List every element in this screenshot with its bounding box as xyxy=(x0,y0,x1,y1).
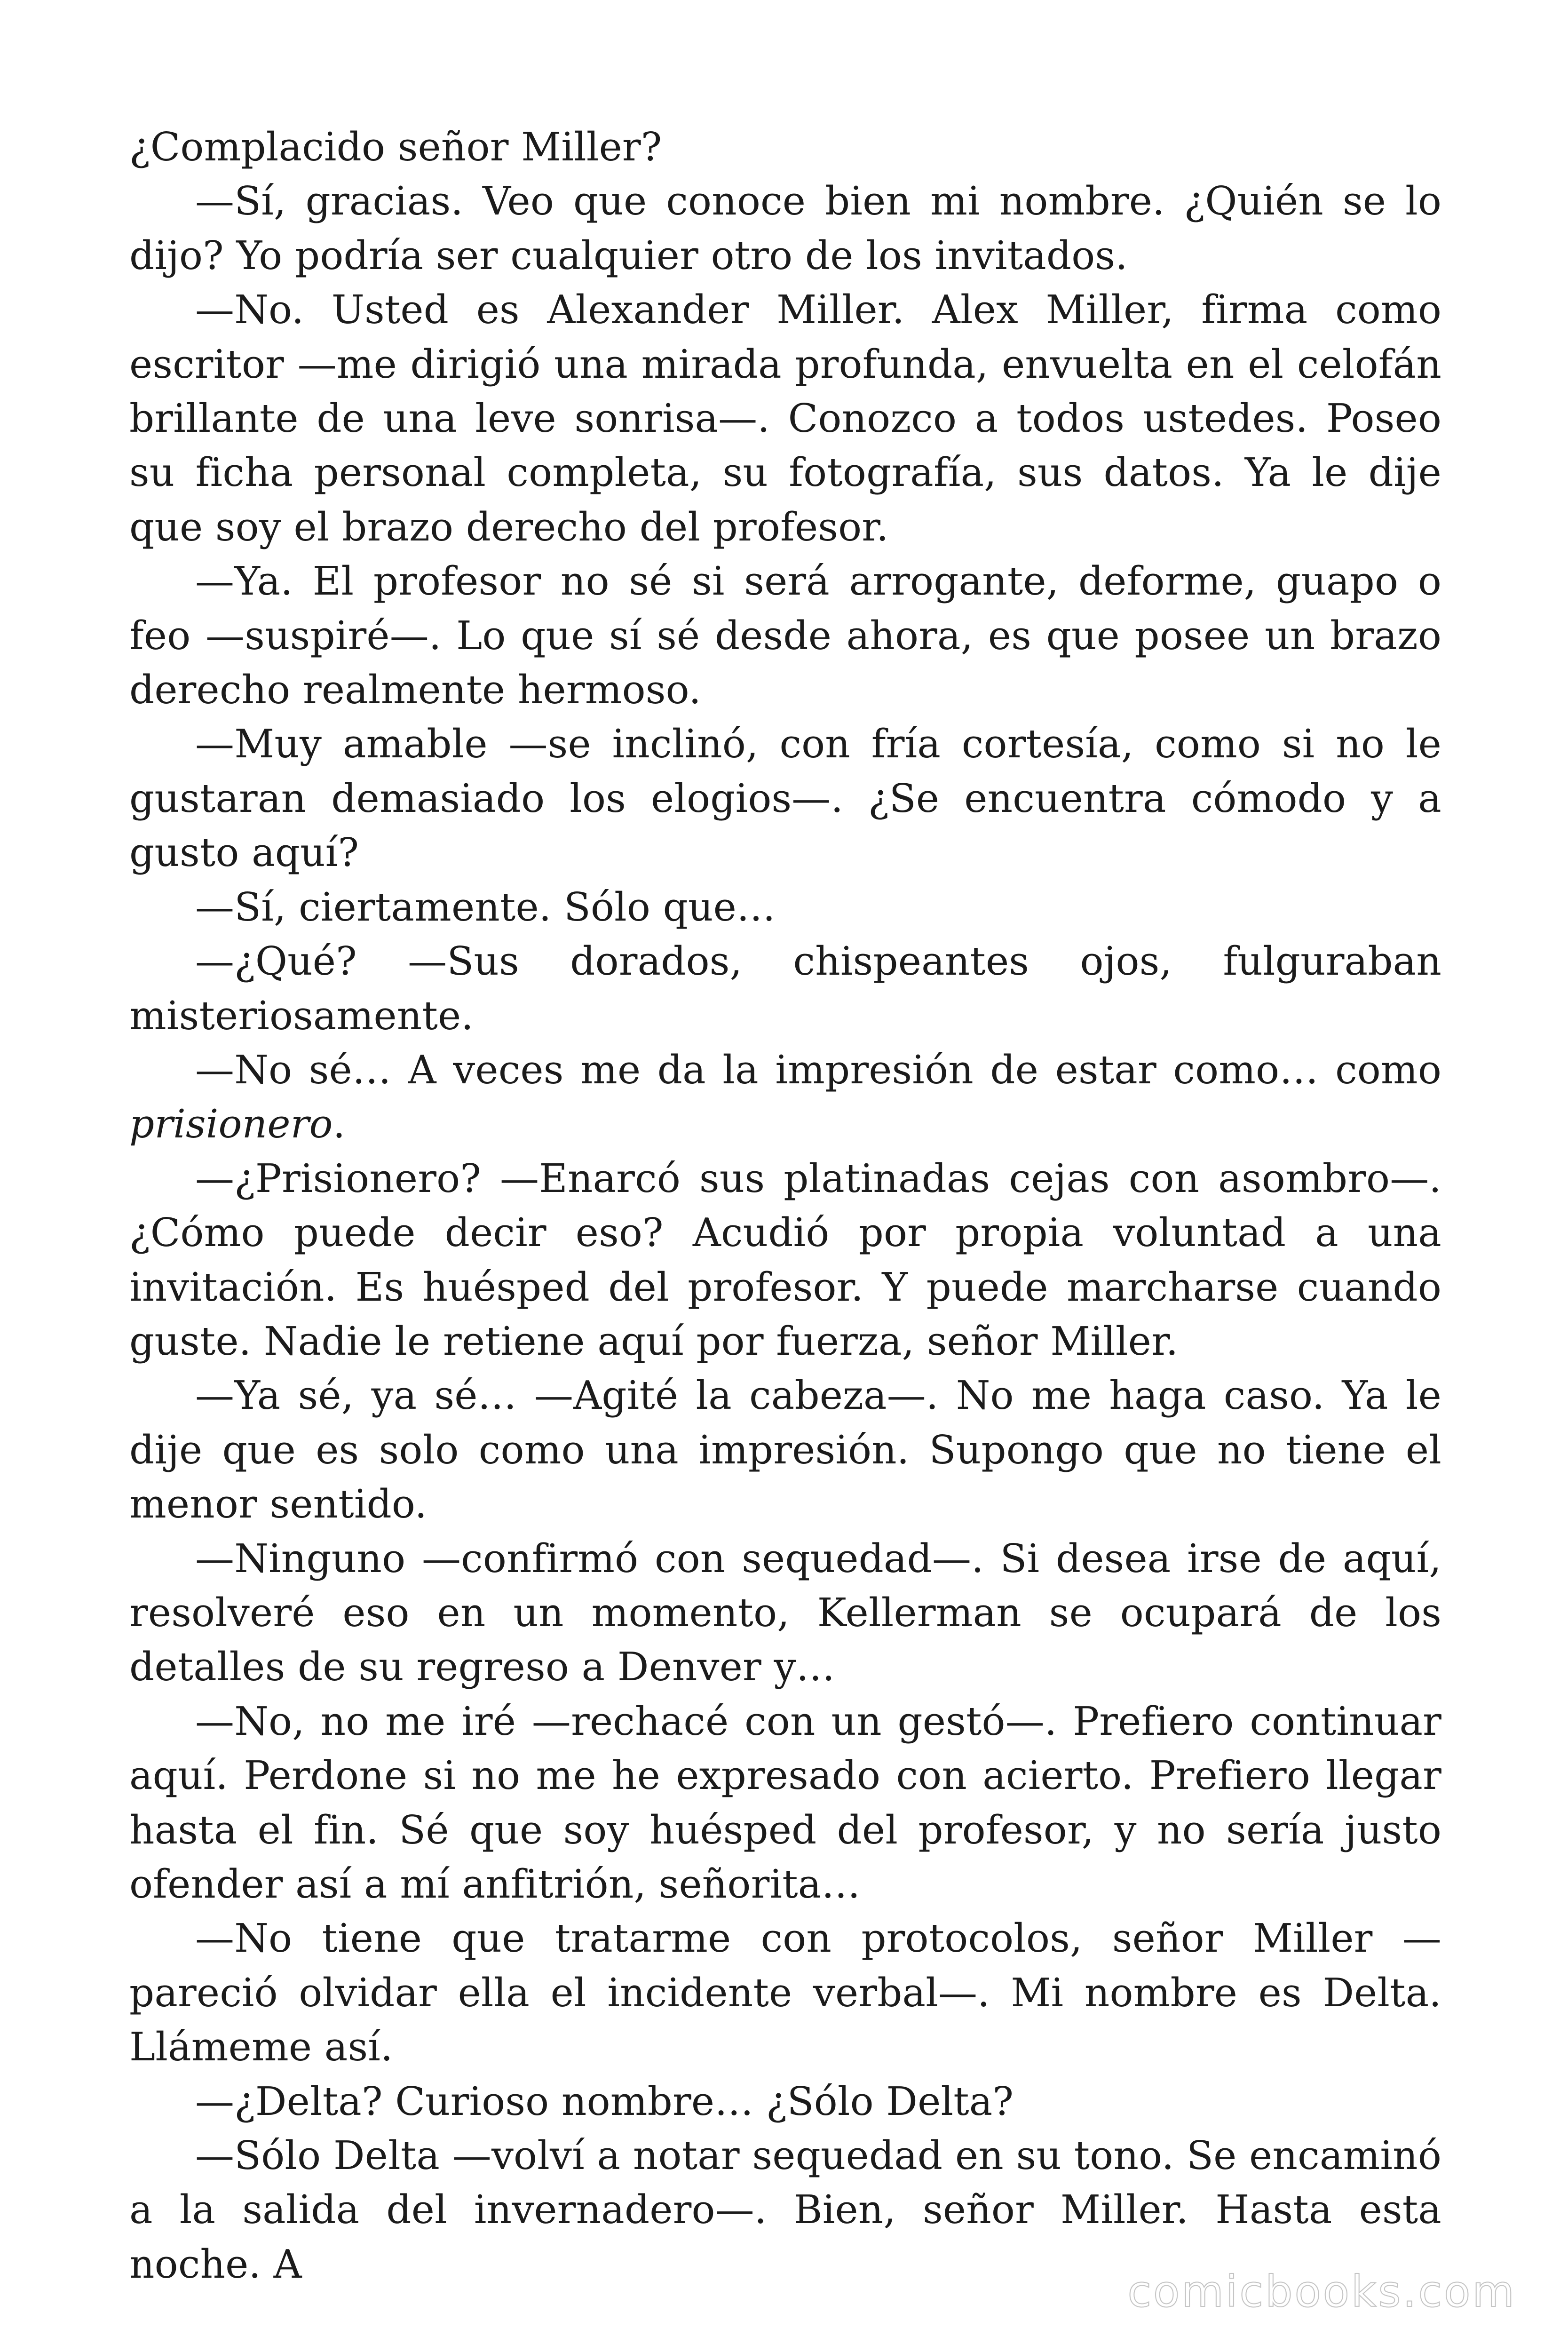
paragraph-8 xyxy=(129,1043,1441,1152)
paragraph-7: —¿Qué? —Sus dorados, chispeantes ojos, fulguraban misteriosamente. xyxy=(129,938,1441,1039)
paragraph-2: —Sí, gracias. Veo que conoce bien mi nombre. ¿Quién se lo dijo? Yo podría ser cualquier otro de los invitados. xyxy=(129,178,1441,278)
paragraph-1: ¿Complacido señor Miller? xyxy=(129,124,662,170)
paragraph-6: —Sí, ciertamente. Sólo que… xyxy=(195,884,776,930)
paragraph-8-end: . xyxy=(333,1101,346,1147)
watermark: comicbooks.com xyxy=(1127,2266,1516,2317)
paragraph-13: —No tiene que tratarme con protocolos, señor Miller —pareció olvidar ella el incidente verbal—. Mi nombre es Delta. Llámeme así. xyxy=(129,1915,1441,2070)
paragraph-8-italic-word: prisionero xyxy=(129,1101,333,1147)
paragraph-10: —Ya sé, ya sé… —Agité la cabeza—. No me haga caso. Ya le dije que es solo como una impresión. Supongo que no tiene el menor sentido. xyxy=(129,1373,1441,1527)
paragraph-3: —No. Usted es Alexander Miller. Alex Miller, firma como escritor —me dirigió una mirada profunda, envuelta en el celofán brillante de una leve sonrisa—. Conozco a todos ustedes. Poseo su ficha personal completa, su fotografía, sus datos. Ya le dije que soy el brazo derecho del profesor. xyxy=(129,287,1441,550)
paragraph-14: —¿Delta? Curioso nombre… ¿Sólo Delta? xyxy=(195,2078,1014,2124)
paragraph-9: —¿Prisionero? —Enarcó sus platinadas cejas con asombro—. ¿Cómo puede decir eso? Acudió por propia voluntad a una invitación. Es huésped del profesor. Y puede marcharse cuando guste. Nadie le retiene aquí por fuerza, señor Miller. xyxy=(129,1155,1441,1364)
paragraph-8-text: —No sé… A veces me da la impresión de estar como… como xyxy=(195,1047,1441,1093)
paragraph-4: —Ya. El profesor no sé si será arrogante, deforme, guapo o feo —suspiré—. Lo que sí sé desde ahora, es que posee un brazo derecho realmente hermoso. xyxy=(129,558,1441,713)
paragraph-12: —No, no me iré —rechacé con un gestó—. Prefiero continuar aquí. Perdone si no me he expresado con acierto. Prefiero llegar hasta el fin. Sé que soy huésped del profesor, y no sería justo ofender así a mí anfitrión, señorita… xyxy=(129,1698,1441,1907)
paragraph-5: —Muy amable —se inclinó, con fría cortesía, como si no le gustaran demasiado los elogios—. ¿Se encuentra cómodo y a gusto aquí? xyxy=(129,721,1441,876)
paragraph-15: —Sólo Delta —volví a notar sequedad en su tono. Se encaminó a la salida del invernadero—. Bien, señor Miller. Hasta esta noche. A xyxy=(129,2133,1441,2287)
book-page-text xyxy=(129,120,1441,2291)
paragraph-11: —Ninguno —confirmó con sequedad—. Si desea irse de aquí, resolveré eso en un momento, Kellerman se ocupará de los detalles de su regreso a Denver y… xyxy=(129,1535,1441,1690)
